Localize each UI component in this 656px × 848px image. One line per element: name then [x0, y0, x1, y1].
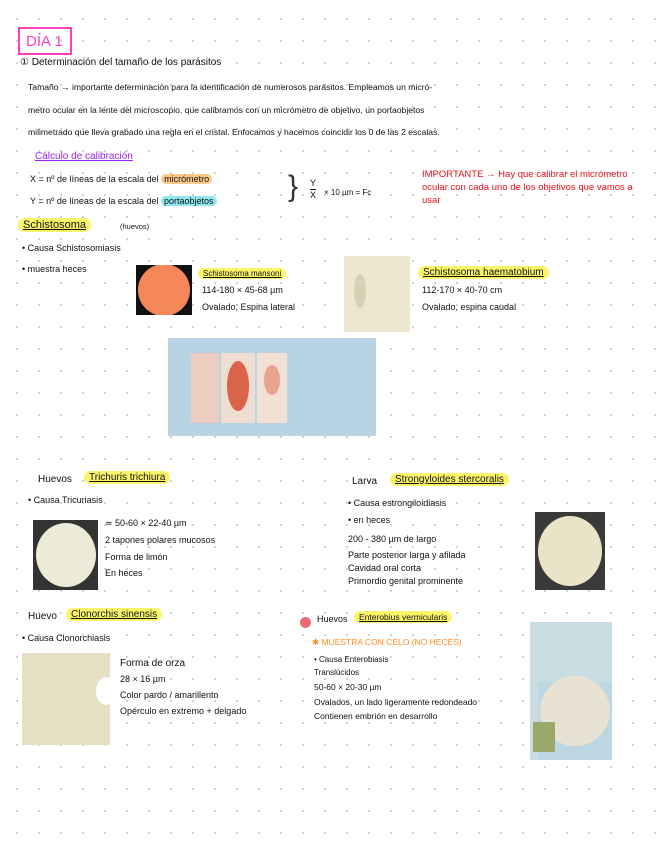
section-heading: ① Determinación del tamaño de los parásitos [20, 57, 222, 68]
enterobius-line: Ovalados, un lado ligeramente redondeado [314, 697, 478, 707]
strongyloides-line: 200 - 380 µm de largo [348, 534, 437, 544]
x-definition [30, 174, 212, 184]
clonorchis-prefix: Huevo [28, 611, 57, 622]
y-term: portaobjetos [161, 196, 217, 206]
trichuris-name: Trichuris trichiura [84, 471, 170, 484]
enterobius-prefix: Huevos [317, 614, 348, 624]
enterobius-sample: ✱ MUESTRA CON CELO (NO HECES) [312, 637, 462, 647]
trichuris-prefix: Huevos [38, 474, 72, 485]
strongyloides-sample: • en heces [348, 515, 391, 525]
schistosoma-title: Schistosoma [18, 218, 91, 232]
frac-num: Y [310, 178, 317, 188]
mansoni-micrograph [136, 265, 192, 315]
trichuris-line: 2 tapones polares mucosos [105, 535, 216, 545]
brace: } [288, 170, 299, 203]
trichuris-line: ≃ 50-60 × 22-40 µm [105, 518, 187, 528]
y-definition [30, 196, 217, 206]
clonorchis-line: Forma de orza [120, 658, 186, 669]
clonorchis-line: Color pardo / amarillento [120, 690, 219, 700]
schistosoma-note: (huevos) [120, 222, 150, 231]
y-def-text: Y = nº de líneas de la escala del [30, 196, 159, 206]
enterobius-line: • Causa Enterobiasis [314, 655, 389, 664]
trichuris-micrograph [33, 520, 98, 590]
enterobius-line: Translúcidos [314, 668, 360, 677]
trichuris-cause: • Causa Tricuriasis [28, 495, 103, 505]
haematobium-size: 112-170 × 40-70 cm [422, 285, 503, 295]
mansoni-size: 114-180 × 45-68 µm [202, 285, 283, 295]
trichuris-line: Forma de limón [105, 552, 168, 562]
haematobium-micrograph [344, 256, 410, 332]
haematobium-name: Schistosoma haematobium [418, 266, 549, 279]
mansoni-desc: Ovalado, Espina lateral [202, 302, 296, 312]
day-title: DÍA 1 [18, 27, 72, 55]
calc-title: Cálculo de calibración [35, 151, 133, 162]
paragraph-line: Tamaño → importante determinación para la identificación de numerosos parásitos. Empleamos un micró- [28, 82, 433, 92]
formula: × 10 µm = Fc [324, 188, 372, 197]
schistosoma-comparison-photo [168, 338, 376, 436]
x-term: micrómetro [161, 174, 212, 184]
x-def-text: X = nº de líneas de la escala del [30, 174, 159, 184]
important-note: IMPORTANTE → Hay que calibrar el micrómetro ocular con cada uno de los objetivos que vamos a usar [422, 169, 633, 206]
schistosoma-cause: • Causa Schistosomiasis [22, 243, 121, 253]
clonorchis-micrograph [22, 653, 110, 745]
strongyloides-line: Cavidad oral corta [348, 563, 422, 573]
strongyloides-line: Primordio genital prominente [348, 576, 464, 586]
strongyloides-prefix: Larva [352, 476, 378, 487]
clonorchis-line: Opérculo en extremo + delgado [120, 706, 247, 716]
enterobius-photo [530, 622, 612, 760]
fraction [310, 178, 316, 201]
strongyloides-line: Parte posterior larga y afilada [348, 550, 466, 560]
strongyloides-name: Strongyloides stercoralis [390, 473, 509, 486]
strongyloides-cause: • Causa estrongiloidiasis [348, 498, 447, 508]
haematobium-desc: Ovalado, espina caudal [422, 302, 517, 312]
enterobius-name: Enterobius vermicularis [354, 611, 452, 623]
clonorchis-line: 28 × 16 µm [120, 674, 166, 684]
schistosoma-sample: • muestra heces [22, 264, 87, 274]
red-dot-marker [300, 617, 311, 628]
enterobius-line: 50-60 × 20-30 µm [314, 682, 382, 692]
clonorchis-cause: • Causa Clonorchiasis [22, 633, 111, 643]
trichuris-line: En heces [105, 568, 143, 578]
frac-den: X [310, 190, 317, 200]
paragraph-line: metro ocular en la lente del microscopio, que calibramos con un micrómetro de objetivo, un portaobjetos [28, 105, 425, 115]
mansoni-name: Schistosoma mansoni [198, 268, 286, 279]
strongyloides-micrograph [535, 512, 605, 590]
enterobius-line: Contienen embrión en desarrollo [314, 711, 438, 721]
paragraph-line: milimetrado que lleva grabado una regla en el cristal. Enfocamos y hacemos coincidir los 0 de las 2 escalas. [28, 127, 440, 137]
clonorchis-name: Clonorchis sinensis [66, 608, 162, 621]
